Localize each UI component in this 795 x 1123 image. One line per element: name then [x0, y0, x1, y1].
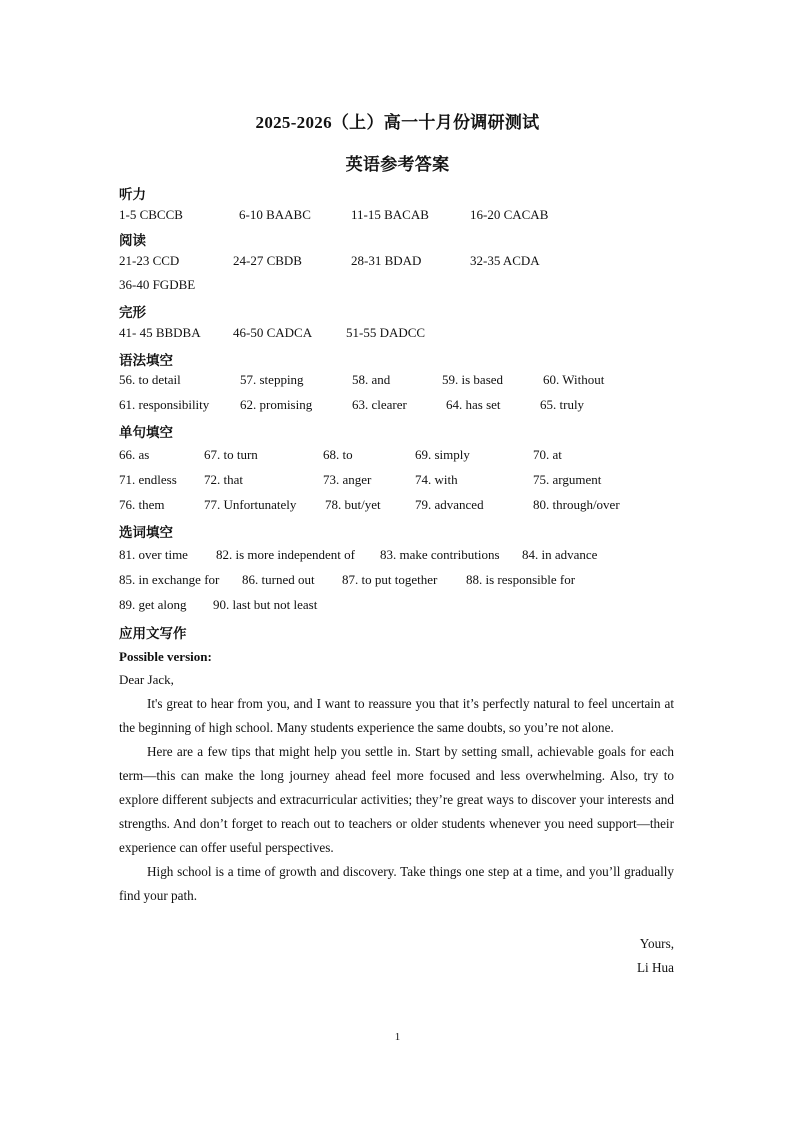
word-choice-answer: 81. over time: [119, 547, 188, 562]
word-choice-answer: 89. get along: [119, 597, 187, 612]
grammar-answer: 56. to detail: [119, 372, 181, 387]
word-choice-answer: 83. make contributions: [380, 547, 500, 562]
grammar-answer: 59. is based: [442, 372, 504, 387]
document-subtitle: 英语参考答案: [345, 155, 450, 174]
sentence-fill-answer: 67. to turn: [204, 447, 258, 462]
sentence-fill-answer: 68. to: [323, 447, 353, 462]
reading-heading: 阅读: [119, 233, 146, 249]
sentence-fill-answer: 77. Unfortunately: [204, 497, 297, 512]
grammar-answer: 62. promising: [240, 397, 313, 412]
grammar-answer: 57. stepping: [240, 372, 304, 387]
sentence-fill-answer: 75. argument: [533, 472, 602, 487]
word-choice-answer: 85. in exchange for: [119, 572, 220, 587]
sentence-fill-row: [0, 447, 795, 465]
grammar-answer: 65. truly: [540, 397, 585, 412]
cloze-heading: 完形: [119, 305, 146, 321]
word-choice-answer: 86. turned out: [242, 572, 315, 587]
sentence-fill-answer: 71. endless: [119, 472, 177, 487]
reading-answer: 21-23 CCD: [119, 253, 180, 268]
letter-paragraph: It's great to hear from you, and I want to reassure you that it’s perfectly natural to feel uncertain at the beginning of high school. Many students experience the same doubts, so you’re not alone.: [119, 696, 674, 735]
reading-answer: 32-35 ACDA: [470, 253, 540, 268]
letter-paragraph: Here are a few tips that might help you settle in. Start by setting small, achievable goals for each term—this can make the long journey ahead feel more focused and less overwhelming. Also, try to explore different subjects and extracurricular activities; they’re great ways to discover your interests and strengths. And don’t forget to reach out to teachers or older students whenever you need support—their experience can offer useful perspectives.: [119, 744, 674, 855]
sentence-fill-answer: 69. simply: [415, 447, 470, 462]
grammar-answer: 63. clearer: [352, 397, 407, 412]
letter-body: [119, 692, 674, 908]
sentence-fill-answer: 79. advanced: [415, 497, 484, 512]
reading-answer: 24-27 CBDB: [233, 253, 302, 268]
listening-answers-row: [0, 207, 795, 225]
sentence-fill-answer: 78. but/yet: [325, 497, 381, 512]
document-title: 2025-2026（上）高一十月份调研测试: [255, 113, 540, 132]
reading-answer: 28-31 BDAD: [351, 253, 422, 268]
cloze-answer: 51-55 DADCC: [346, 325, 426, 340]
grammar-answer: 60. Without: [543, 372, 605, 387]
sentence-fill-heading: 单句填空: [119, 425, 173, 441]
word-choice-answer: 84. in advance: [522, 547, 598, 562]
letter-paragraph: High school is a time of growth and discovery. Take things one step at a time, and you’ll gradually find your path.: [119, 864, 674, 903]
listening-answer: 1-5 CBCCB: [119, 207, 183, 222]
word-choice-row: [0, 597, 795, 615]
sentence-fill-answer: 66. as: [119, 447, 150, 462]
sentence-fill-answer: 80. through/over: [533, 497, 620, 512]
word-choice-answer: 90. last but not least: [213, 597, 318, 612]
possible-version-label: Possible version:: [119, 649, 212, 664]
sentence-fill-row: [0, 472, 795, 490]
cloze-answer: 46-50 CADCA: [233, 325, 313, 340]
grammar-answer: 61. responsibility: [119, 397, 210, 412]
word-choice-answer: 87. to put together: [342, 572, 438, 587]
cloze-answers-row: [0, 325, 795, 343]
sentence-fill-answer: 74. with: [415, 472, 458, 487]
reading-answers-row: [0, 277, 795, 295]
listening-answer: 16-20 CACAB: [470, 207, 549, 222]
sentence-fill-row: [0, 497, 795, 515]
word-choice-heading: 选词填空: [119, 525, 173, 541]
letter-signature: Li Hua: [637, 960, 674, 975]
word-choice-answer: 88. is responsible for: [466, 572, 576, 587]
grammar-answer: 64. has set: [446, 397, 501, 412]
word-choice-row: [0, 547, 795, 565]
sentence-fill-answer: 70. at: [533, 447, 562, 462]
sentence-fill-answer: 73. anger: [323, 472, 372, 487]
writing-heading: 应用文写作: [119, 626, 187, 642]
letter-greeting: Dear Jack,: [119, 672, 174, 687]
letter-closing: Yours,: [639, 936, 674, 951]
listening-heading: 听力: [119, 187, 146, 203]
sentence-fill-answer: 72. that: [204, 472, 243, 487]
word-choice-answer: 82. is more independent of: [216, 547, 355, 562]
grammar-answer: 58. and: [352, 372, 391, 387]
grammar-answers-row: [0, 372, 795, 390]
grammar-heading: 语法填空: [119, 353, 173, 369]
word-choice-row: [0, 572, 795, 590]
sentence-fill-answer: 76. them: [119, 497, 165, 512]
listening-answer: 6-10 BAABC: [239, 207, 311, 222]
cloze-answer: 41- 45 BBDBA: [119, 325, 201, 340]
page-number: 1: [394, 1031, 401, 1043]
grammar-answers-row: [0, 397, 795, 415]
reading-answer: 36-40 FGDBE: [119, 277, 196, 292]
listening-answer: 11-15 BACAB: [351, 207, 429, 222]
reading-answers-row: [0, 253, 795, 271]
